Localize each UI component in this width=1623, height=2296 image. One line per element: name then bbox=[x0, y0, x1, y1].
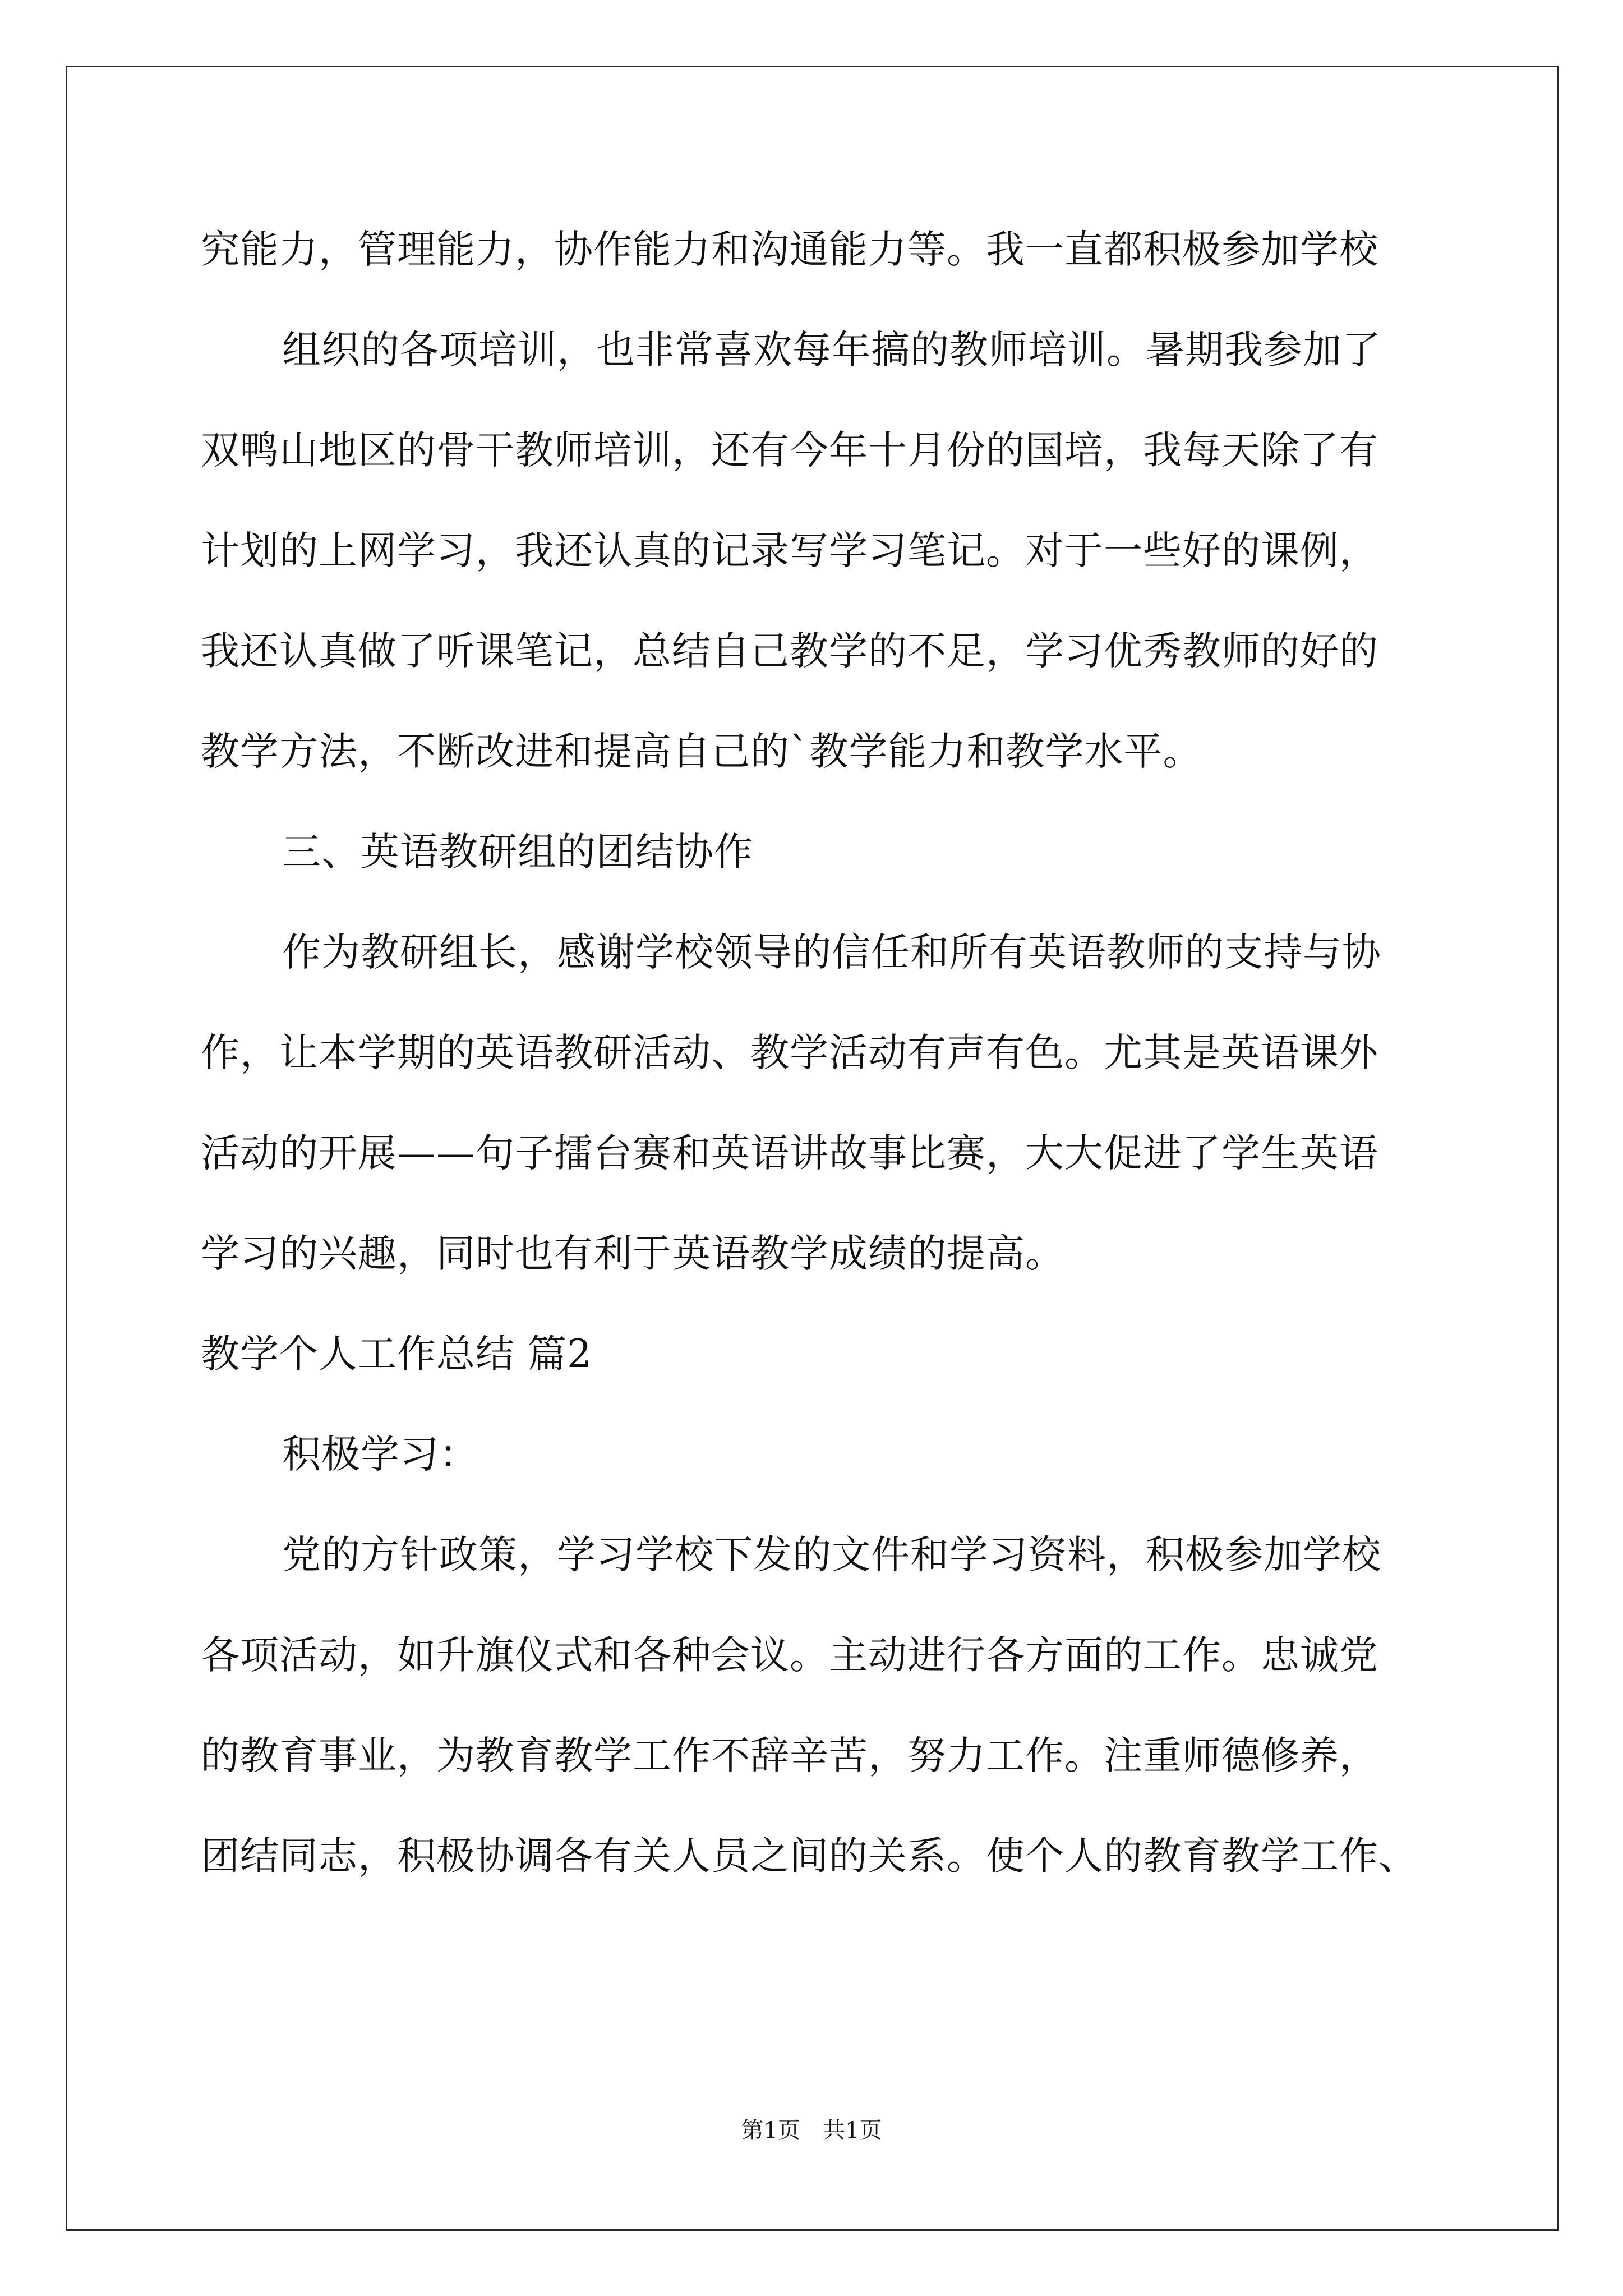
text-line: 团结同志，积极协调各有关人员之间的关系。使个人的教育教学工作、 bbox=[201, 1834, 1418, 1879]
text-line: 计划的上网学习，我还认真的记录写学习笔记。对于一些好的课例， bbox=[201, 528, 1378, 573]
page-footer: 第1页 共1页 bbox=[741, 2118, 882, 2143]
text-line: 作，让本学期的英语教研活动、教学活动有声有色。尤其是英语课外 bbox=[201, 1030, 1378, 1075]
text-line: 活动的开展——句子擂台赛和英语讲故事比赛，大大促进了学生英语 bbox=[201, 1131, 1378, 1176]
text-line: 积极学习： bbox=[282, 1432, 478, 1477]
section-heading: 三、英语教研组的团结协作 bbox=[282, 830, 753, 875]
text-line: 作为教研组长，感谢学校领导的信任和所有英语教师的支持与协 bbox=[282, 930, 1381, 975]
text-line: 我还认真做了听课笔记，总结自己教学的不足，学习优秀教师的好的 bbox=[201, 629, 1378, 674]
text-line: 党的方针政策，学习学校下发的文件和学习资料，积极参加学校 bbox=[282, 1533, 1381, 1577]
text-line: 双鸭山地区的骨干教师培训，还有今年十月份的国培，我每天除了有 bbox=[201, 428, 1378, 473]
text-line: 组织的各项培训，也非常喜欢每年搞的教师培训。暑期我参加了 bbox=[282, 328, 1381, 372]
text-line: 究能力，管理能力，协作能力和沟通能力等。我一直都积极参加学校 bbox=[201, 227, 1378, 272]
text-line: 的教育事业，为教育教学工作不辞辛苦，努力工作。注重师德修养， bbox=[201, 1733, 1378, 1778]
article-title: 教学个人工作总结 篇2 bbox=[201, 1332, 592, 1377]
text-line: 各项活动，如升旗仪式和各种会议。主动进行各方面的工作。忠诚党 bbox=[201, 1633, 1378, 1678]
text-line: 教学方法，不断改进和提高自己的`教学能力和教学水平。 bbox=[201, 729, 1202, 774]
text-line: 学习的兴趣，同时也有利于英语教学成绩的提高。 bbox=[201, 1231, 1064, 1276]
